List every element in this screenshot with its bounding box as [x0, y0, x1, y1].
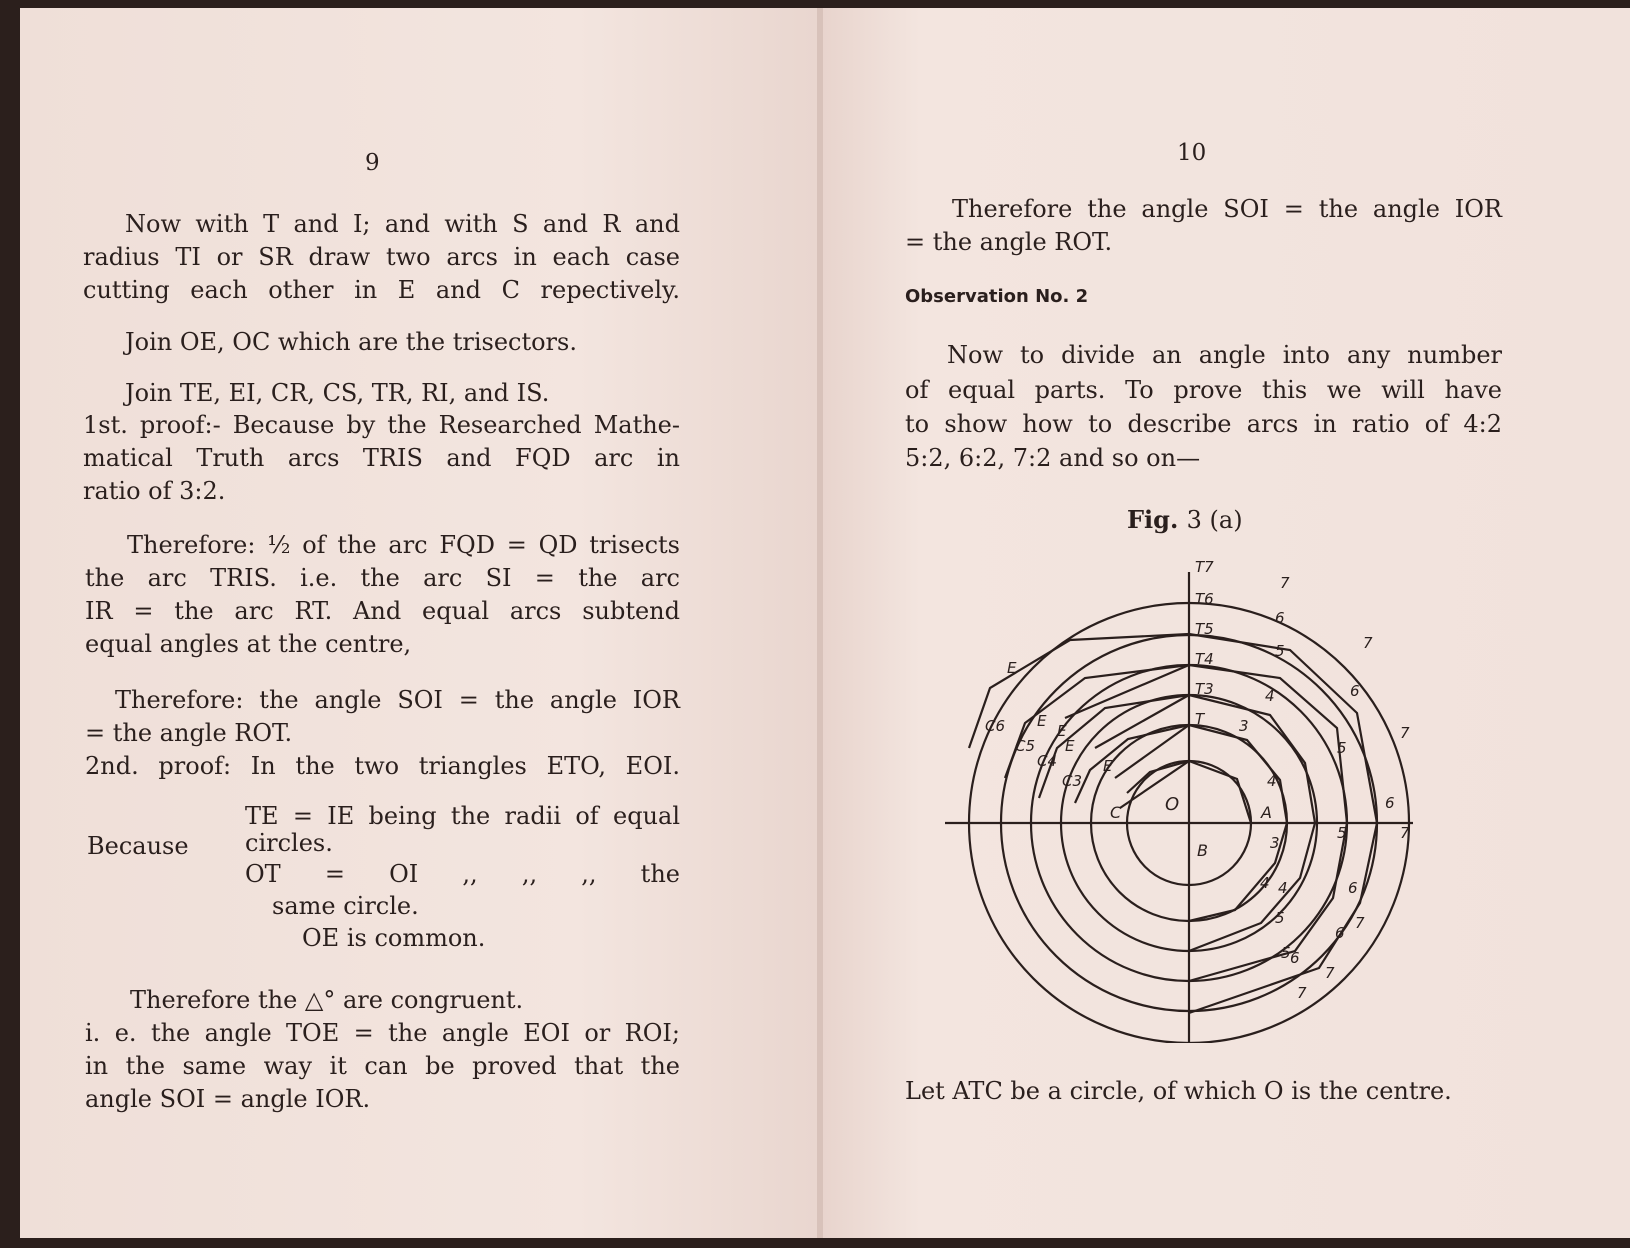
label-6: 6 — [1290, 949, 1300, 967]
label-t5: T5 — [1195, 620, 1214, 638]
label-6: 6 — [1348, 879, 1358, 897]
figure-3a-diagram — [945, 558, 1420, 1043]
label-e3: E — [1065, 737, 1075, 755]
figure-title-number: 3 (a) — [1186, 506, 1243, 534]
label-o: O — [1165, 794, 1180, 815]
label-7: 7 — [1280, 574, 1290, 592]
label-5: 5 — [1275, 642, 1285, 660]
text-line: TE = IE being the radii of equal — [245, 802, 680, 830]
label-t7: T7 — [1195, 558, 1214, 576]
label-e: E — [1103, 757, 1113, 775]
text-line: same circle. — [272, 892, 419, 920]
label-c3: C3 — [1062, 772, 1083, 790]
text-line: Join TE, EI, CR, CS, TR, RI, and IS. — [125, 379, 550, 407]
text-line: equal angles at the centre, — [85, 630, 412, 658]
text-line: OE is common. — [302, 924, 486, 952]
label-7: 7 — [1363, 634, 1373, 652]
geometry-diagram — [945, 558, 1420, 1043]
text-line: i. e. the angle TOE = the angle EOI or ROI; — [85, 1019, 680, 1047]
label-3: 3 — [1270, 834, 1280, 852]
text-line: OT = OI ,, ,, ,, the — [245, 860, 680, 888]
text-line: = the angle ROT. — [905, 228, 1113, 256]
label-7: 7 — [1400, 724, 1410, 742]
label-5: 5 — [1337, 824, 1347, 842]
left-paragraph-2: Join OE, OC which are the trisectors. — [125, 328, 577, 356]
figure-title — [1127, 505, 1243, 534]
label-c5: C5 — [1015, 737, 1036, 755]
label-t6: T6 — [1195, 590, 1214, 608]
text-line: Now to divide an angle into any number — [947, 341, 1502, 369]
label-5: 5 — [1281, 944, 1291, 962]
label-7: 7 — [1325, 964, 1335, 982]
label-t: T — [1195, 710, 1205, 728]
label-6: 6 — [1350, 682, 1360, 700]
page-number-left: 9 — [365, 150, 380, 176]
text-line: the arc TRIS. i.e. the arc SI = the arc — [85, 564, 680, 592]
text-line: ratio of 3:2. — [83, 477, 226, 505]
label-e6: E — [1007, 659, 1017, 677]
text-line: Therefore: ½ of the arc FQD = QD trisects — [127, 531, 680, 559]
label-4: 4 — [1278, 879, 1288, 897]
text-line: circles. — [245, 829, 333, 857]
label-c6: C6 — [985, 717, 1006, 735]
label-e4: E — [1057, 722, 1067, 740]
label-7: 7 — [1355, 914, 1365, 932]
label-4: 4 — [1265, 687, 1275, 705]
figure-caption: Let ATC be a circle, of which O is the centre. — [905, 1077, 1452, 1105]
text-line: Therefore: the angle SOI = the angle IOR — [115, 686, 680, 714]
label-3: 3 — [1239, 717, 1249, 735]
label-6: 6 — [1385, 794, 1395, 812]
label-e5: E — [1037, 712, 1047, 730]
text-line: Now with T and I; and with S and R and — [125, 210, 680, 238]
text-line: Therefore the △° are congruent. — [130, 986, 524, 1014]
text-line: IR = the arc RT. And equal arcs subtend — [85, 597, 680, 625]
text-line: to show how to describe arcs in ratio of 4:2 — [905, 410, 1502, 438]
label-6: 6 — [1335, 924, 1345, 942]
label-a: A — [1261, 803, 1272, 822]
label-t3: T3 — [1195, 680, 1214, 698]
text-line: 5:2, 6:2, 7:2 and so on— — [905, 444, 1201, 472]
text-line: 2nd. proof: In the two triangles ETO, EOI. — [85, 752, 680, 780]
label-b: B — [1197, 841, 1208, 860]
observation-heading: Observation No. 2 — [905, 286, 1089, 307]
label-c: C — [1110, 803, 1122, 822]
label-5: 5 — [1275, 909, 1285, 927]
text-line: Therefore the angle SOI = the angle IOR — [952, 195, 1502, 223]
text-line: matical Truth arcs TRIS and FQD arc in — [83, 444, 680, 472]
text-line: in the same way it can be proved that the — [85, 1052, 680, 1080]
because-label: Because — [87, 832, 189, 860]
text-line: 1st. proof:- Because by the Researched Mathe- — [83, 411, 680, 439]
label-5: 5 — [1337, 739, 1347, 757]
figure-title-label: Fig. — [1127, 505, 1179, 534]
text-line: = the angle ROT. — [85, 719, 293, 747]
text-line: of equal parts. To prove this we will have — [905, 376, 1502, 404]
page-number-right: 10 — [1177, 140, 1207, 166]
label-4: 4 — [1260, 874, 1270, 892]
label-4: 4 — [1267, 772, 1277, 790]
polygon-6-left — [1005, 665, 1189, 778]
polygon-3-left — [1127, 761, 1189, 793]
label-7: 7 — [1400, 824, 1410, 842]
label-t4: T4 — [1195, 650, 1214, 668]
text-line: radius TI or SR draw two arcs in each case — [83, 243, 680, 271]
text-line: cutting each other in E and C repectively. — [83, 276, 680, 304]
text-line: angle SOI = angle IOR. — [85, 1085, 371, 1113]
label-7: 7 — [1297, 984, 1307, 1002]
label-6: 6 — [1275, 609, 1285, 627]
label-c4: C4 — [1037, 752, 1058, 770]
